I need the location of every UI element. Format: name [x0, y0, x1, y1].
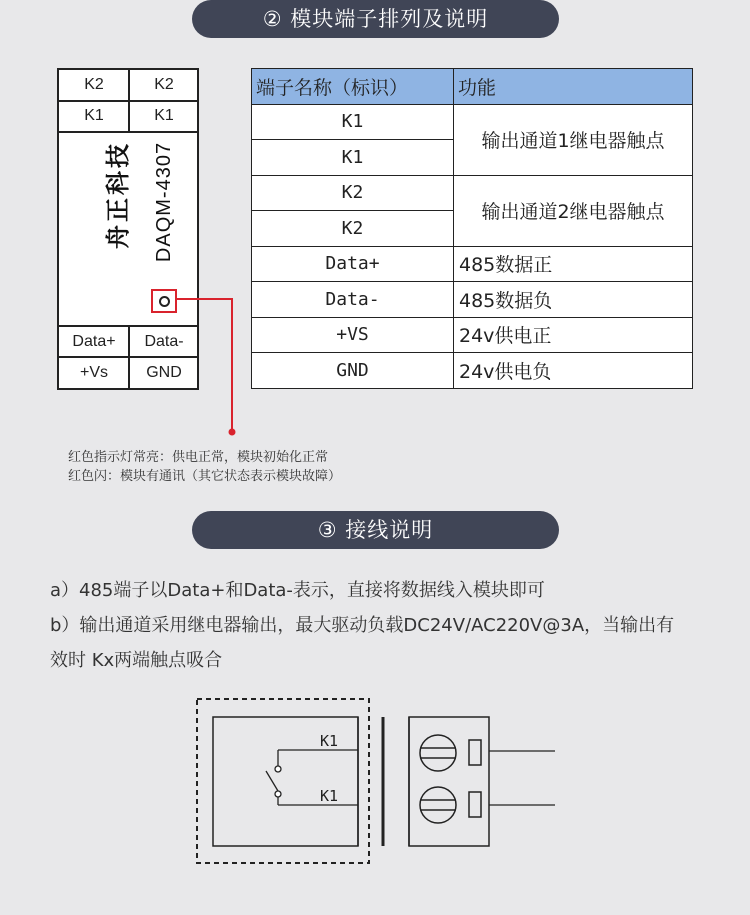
terminal-function: 24v供电负	[454, 353, 693, 389]
terminal-label-data-plus: Data+	[72, 333, 116, 350]
table-row	[252, 317, 693, 353]
terminal-table	[251, 68, 693, 389]
terminal-name: K2	[252, 175, 454, 211]
table-row	[252, 246, 693, 282]
terminal-label-gnd: GND	[146, 364, 182, 381]
table-row	[252, 282, 693, 318]
terminal-label-k1-right: K1	[154, 107, 174, 124]
terminal-label-vs-plus: +Vs	[79, 364, 108, 381]
terminal-function: 输出通道1继电器触点	[454, 104, 693, 175]
table-row	[252, 353, 693, 389]
table-row	[252, 175, 693, 211]
terminal-label-k1-left: K1	[84, 107, 104, 124]
terminal-function: 485数据正	[454, 246, 693, 282]
header-function: 功能	[454, 69, 693, 105]
wiring-note-b: b）输出通道采用继电器输出，最大驱动负载DC24V/AC220V@3A，当输出有	[50, 615, 675, 636]
terminal-function: 24v供电正	[454, 317, 693, 353]
table-header-row	[252, 69, 693, 105]
terminal-label-k2-left: K2	[84, 76, 104, 93]
diagram-label-k1-bottom: K1	[320, 787, 339, 805]
brand-name: 舟正科技	[104, 141, 132, 249]
section-3-banner	[192, 511, 559, 549]
diagram-label-k1-top: K1	[320, 732, 339, 750]
section-2-title: ② 模块端子排列及说明	[262, 7, 489, 31]
header-terminal-name: 端子名称（标识）	[252, 69, 454, 105]
terminal-name: Data-	[252, 282, 454, 318]
terminal-name: K1	[252, 104, 454, 140]
terminal-name: Data+	[252, 246, 454, 282]
wiring-note-b-continued: 效时 Kx两端触点吸合	[50, 650, 223, 671]
section-3-title: ③ 接线说明	[317, 518, 434, 542]
terminal-function: 485数据负	[454, 282, 693, 318]
terminal-name: +VS	[252, 317, 454, 353]
terminal-name: K2	[252, 211, 454, 247]
wiring-note-a: a）485端子以Data+和Data-表示，直接将数据线入模块即可	[50, 580, 545, 601]
terminal-label-k2-right: K2	[154, 76, 174, 93]
led-note-steady: 红色指示灯常亮：供电正常，模块初始化正常	[68, 450, 329, 465]
relay-wiring-diagram	[190, 695, 560, 867]
terminal-function: 输出通道2继电器触点	[454, 175, 693, 246]
table-row	[252, 104, 693, 140]
terminal-name: GND	[252, 353, 454, 389]
terminal-name: K1	[252, 140, 454, 176]
terminal-label-data-minus: Data-	[144, 333, 184, 350]
model-number: DAQM-4307	[153, 141, 175, 263]
led-note-flashing: 红色闪：模块有通讯（其它状态表示模块故障）	[68, 469, 342, 484]
